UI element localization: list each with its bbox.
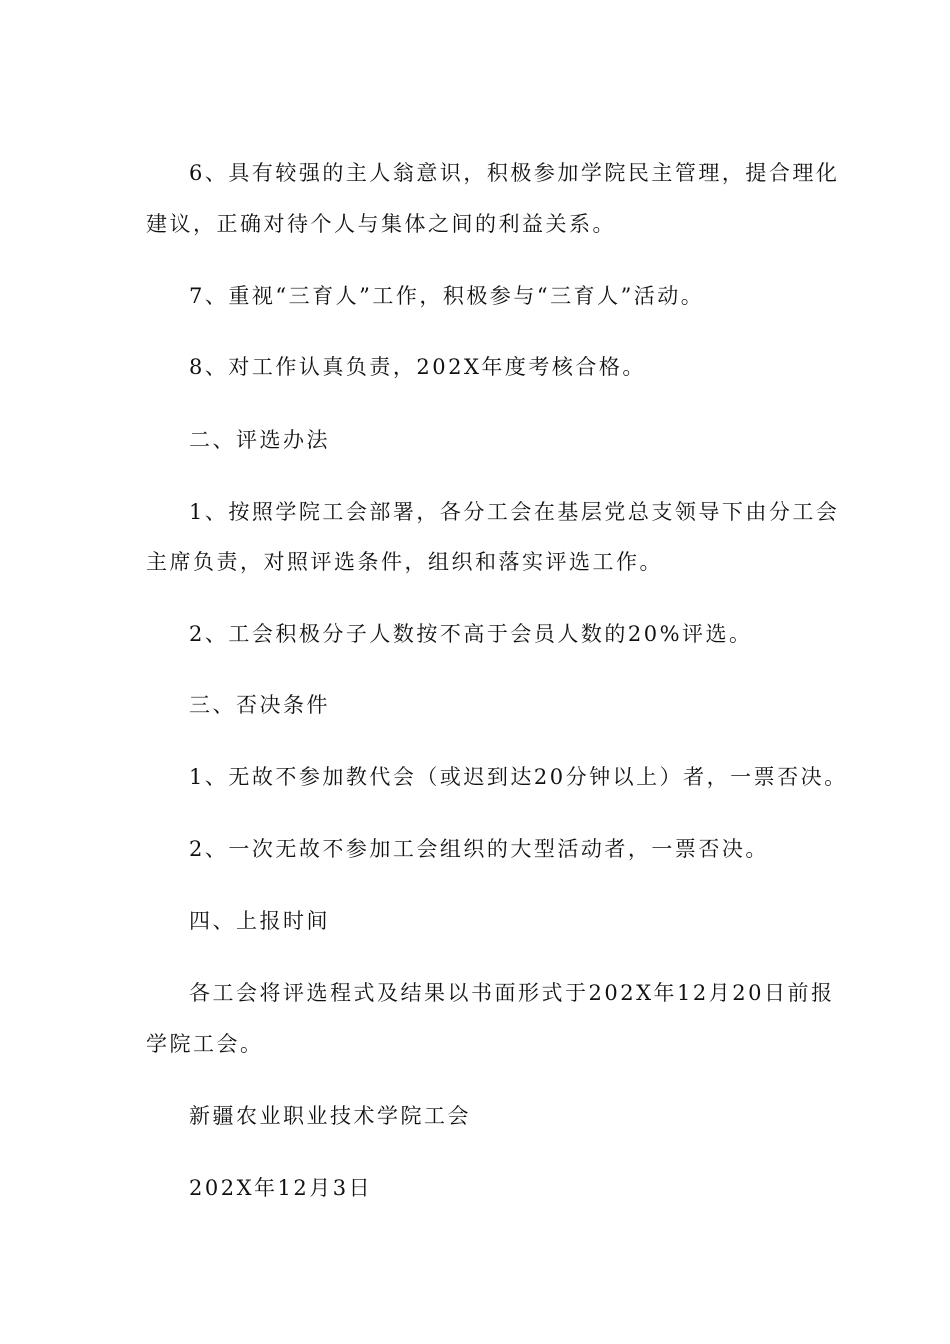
section-4-paragraph-line-2: 学院工会。 <box>146 1032 264 1056</box>
section-3-item-1: 1、无故不参加教代会（或迟到达20分钟以上）者，一票否决。 <box>189 765 848 789</box>
section-3-item-2: 2、一次无故不参加工会组织的大型活动者，一票否决。 <box>189 837 769 861</box>
signature-organization: 新疆农业职业技术学院工会 <box>189 1104 471 1128</box>
section-4-heading: 四、上报时间 <box>189 909 330 933</box>
section-4-paragraph-line-1: 各工会将评选程式及结果以书面形式于202X年12月20日前报 <box>189 981 835 1005</box>
section-2-item-1-line-1: 1、按照学院工会部署，各分工会在基层党总支领导下由分工会 <box>189 500 840 524</box>
section-2-item-1-line-2: 主席负责，对照评选条件，组织和落实评选工作。 <box>146 550 663 574</box>
item-8: 8、对工作认真负责，202X年度考核合格。 <box>189 355 646 379</box>
item-6-line-2: 建议，正确对待个人与集体之间的利益关系。 <box>146 212 616 236</box>
signature-date: 202X年12月3日 <box>189 1176 373 1200</box>
section-2-item-2: 2、工会积极分子人数按不高于会员人数的20%评选。 <box>189 622 753 646</box>
section-2-heading: 二、评选办法 <box>189 428 330 452</box>
item-7: 7、重视“三育人”工作，积极参与“三育人”活动。 <box>189 284 705 308</box>
section-3-heading: 三、否决条件 <box>189 693 330 717</box>
item-6-line-1: 6、具有较强的主人翁意识，积极参加学院民主管理，提合理化 <box>189 161 840 185</box>
